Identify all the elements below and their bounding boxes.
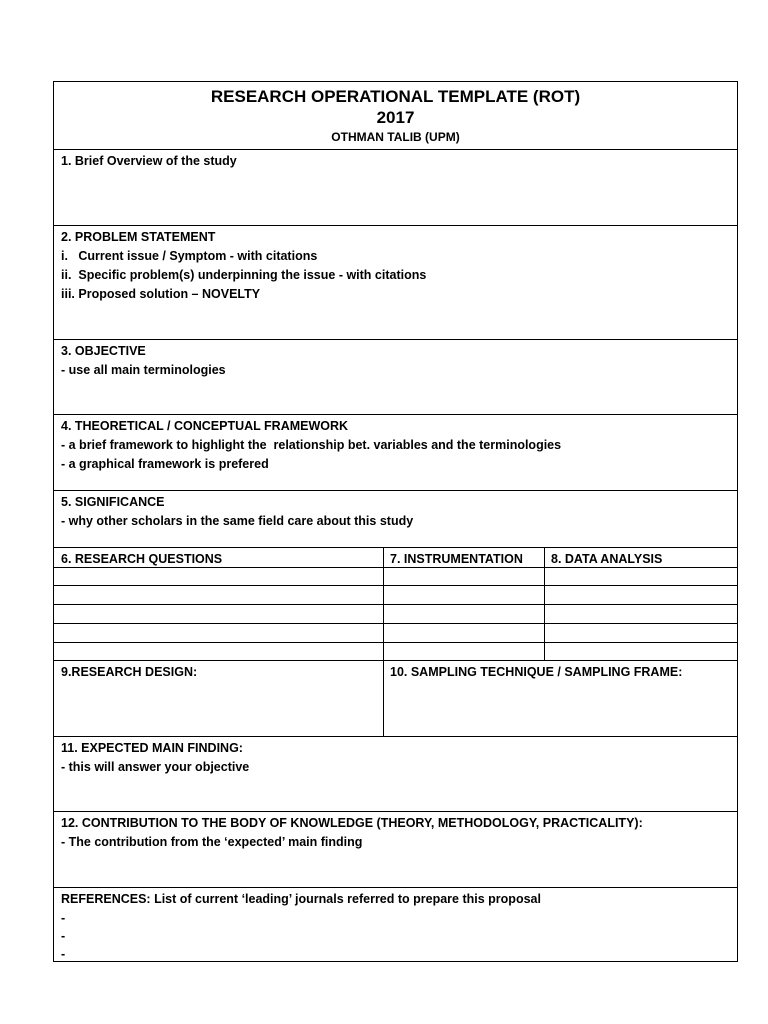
problem-line-current-issue: i. Current issue / Symptom - with citations (61, 249, 318, 263)
table-header-research-questions (54, 548, 383, 569)
references-heading: REFERENCES: List of current ‘leading’ journals referred to prepare this proposal (61, 892, 541, 906)
form-title: RESEARCH OPERATIONAL TEMPLATE (ROT) (210, 87, 581, 106)
objective-line: - use all main terminologies (61, 363, 226, 377)
problem-line-proposed-solution: iii. Proposed solution – NOVELTY (61, 287, 261, 301)
section-references (54, 887, 737, 961)
section-framework (54, 414, 737, 490)
section-significance (54, 490, 737, 547)
section-contribution (54, 811, 737, 887)
table-row (54, 642, 737, 643)
section-questions-table (54, 547, 737, 660)
section-objective (54, 339, 737, 414)
framework-line-graphical: - a graphical framework is prefered (61, 457, 269, 471)
table-header-instrumentation (383, 548, 544, 569)
contribution-heading: 12. CONTRIBUTION TO THE BODY OF KNOWLEDGE (THEORY, METHODOLOGY, PRACTICALITY): (61, 816, 643, 830)
table-row (54, 623, 737, 624)
form-author: OTHMAN TALIB (UPM) (331, 130, 460, 144)
form-year: 2017 (376, 108, 415, 127)
objective-heading: 3. OBJECTIVE (61, 344, 146, 358)
section-design-sampling (54, 660, 737, 736)
sampling-cell (383, 661, 737, 682)
framework-heading: 4. THEORETICAL / CONCEPTUAL FRAMEWORK (61, 419, 349, 433)
reference-item: - (61, 929, 66, 943)
section-problem-statement (54, 225, 737, 339)
instrumentation-label: 7. INSTRUMENTATION (390, 552, 523, 566)
reference-item: - (61, 911, 66, 925)
section-overview (54, 149, 737, 225)
table-row (54, 604, 737, 605)
framework-line-brief: - a brief framework to highlight the relationship bet. variables and the terminologies (61, 438, 562, 452)
research-questions-label: 6. RESEARCH QUESTIONS (61, 552, 223, 566)
research-design-heading: 9.RESEARCH DESIGN: (61, 665, 198, 679)
table-row (54, 567, 737, 568)
overview-heading: 1. Brief Overview of the study (61, 154, 237, 168)
problem-line-specific-problem: ii. Specific problem(s) underpinning the issue - with citations (61, 268, 427, 282)
finding-heading: 11. EXPECTED MAIN FINDING: (61, 741, 243, 755)
research-design-cell (54, 661, 383, 682)
problem-heading: 2. PROBLEM STATEMENT (61, 230, 216, 244)
form-header (54, 82, 737, 149)
significance-line: - why other scholars in the same field care about this study (61, 514, 414, 528)
significance-heading: 5. SIGNIFICANCE (61, 495, 165, 509)
table-row (54, 585, 737, 586)
section-expected-finding (54, 736, 737, 811)
contribution-line: - The contribution from the ‘expected’ main finding (61, 835, 363, 849)
finding-line: - this will answer your objective (61, 760, 250, 774)
sampling-heading: 10. SAMPLING TECHNIQUE / SAMPLING FRAME: (390, 665, 683, 679)
data-analysis-label: 8. DATA ANALYSIS (551, 552, 663, 566)
template-form (53, 81, 738, 962)
table-header-data-analysis (544, 548, 737, 569)
reference-item: - (61, 947, 66, 961)
